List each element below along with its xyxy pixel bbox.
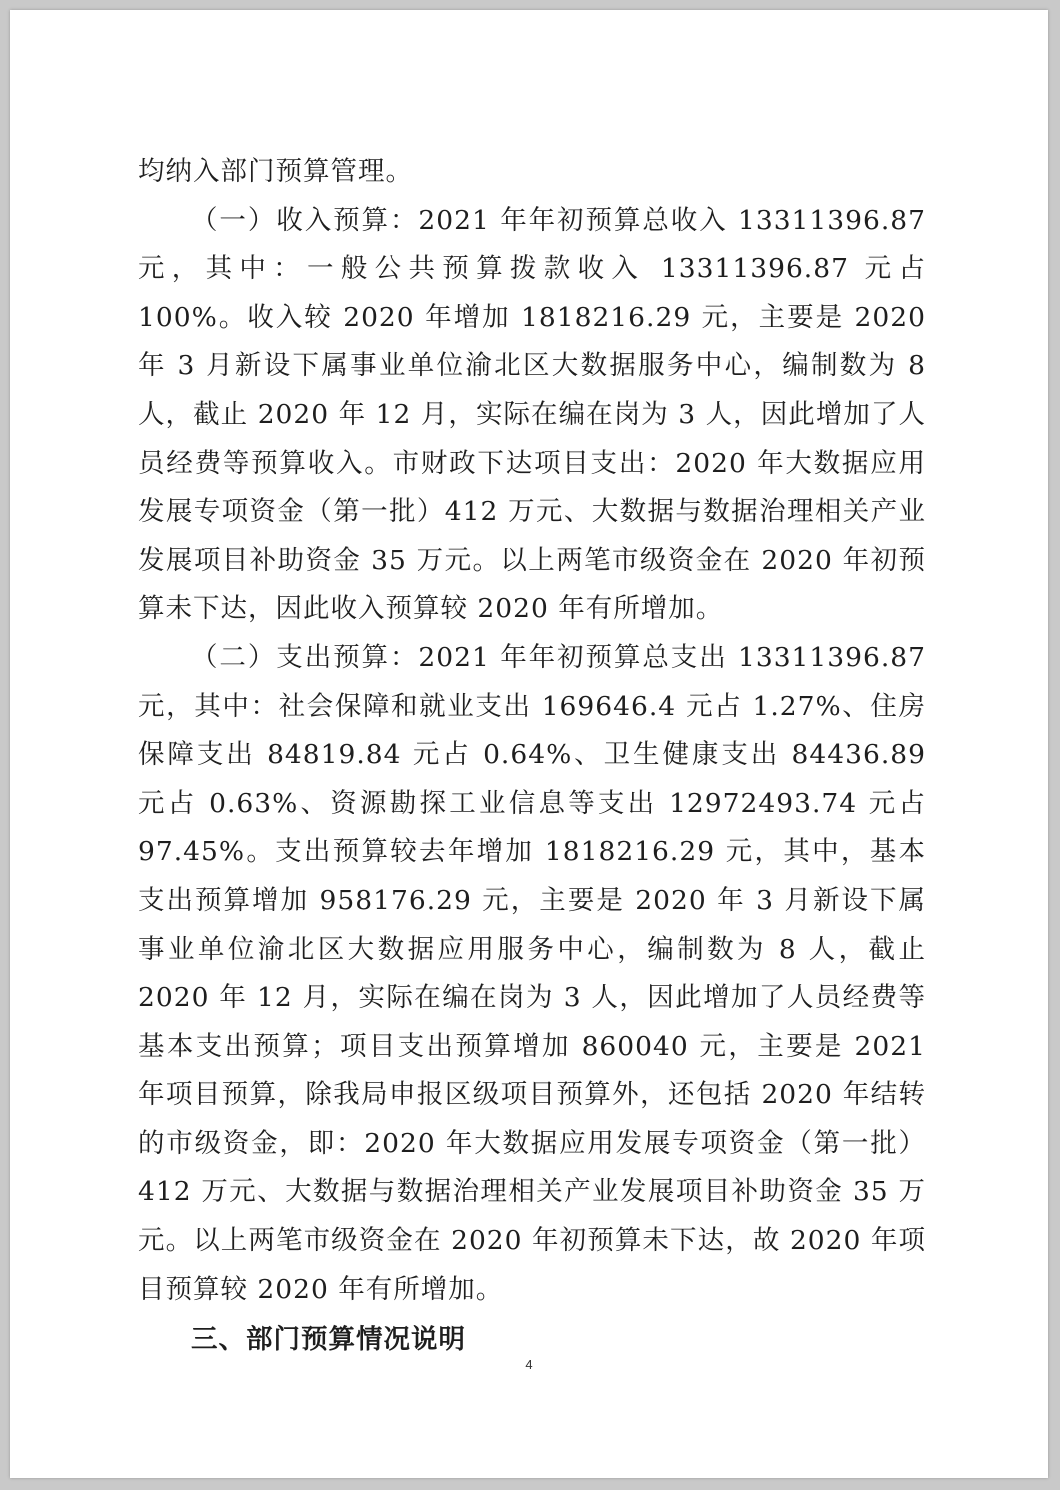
paragraph-expenditure-budget: （二）支出预算：2021 年年初预算总支出 13311396.87 元，其中：社会保障和就业支出 169646.4 元占 1.27%、住房保障支出 84819.84 元占 0.64%、卫生健康支出 84436.89 元占 0.63%、资源勘探工业信息等支出 12972493.74 元占 97.45%。支出预算较去年增加 1818216.29 元，其中，基本支出预算增加 958176.29 元，主要是 2020 年 3 月新设下属事业单位渝北区大数据应用服务中心，编制数为 8 人，截止 2020 年 12 月，实际在编在岗为 3 人，因此增加了人员经费等基本支出预算；项目支出预算增加 860040 元，主要是 2021 年项目预算，除我局申报区级项目预算外，还包括 2020 年结转的市级资金，即：2020 年大数据应用发展专项资金（第一批）412 万元、大数据与数据治理相关产业发展项目补助资金 35 万元。以上两笔市级资金在 2020 年初预算未下达，故 2020 年项目预算较 2020 年有所增加。 (138, 641, 926, 1305)
document-page (10, 10, 1048, 1478)
paragraph-continuation: 均纳入部门预算管理。 (138, 156, 413, 187)
document-body (138, 148, 926, 1365)
page-number: 4 (525, 1357, 533, 1372)
paragraph-income-budget: （一）收入预算：2021 年年初预算总收入 13311396.87 元，其中：一般公共预算拨款收入 13311396.87 元占 100%。收入较 2020 年增加 1818216.29 元，主要是 2020 年 3 月新设下属事业单位渝北区大数据服务中心，编制数为 8 人，截止 2020 年 12 月，实际在编在岗为 3 人，因此增加了人员经费等预算收入。市财政下达项目支出：2020 年大数据应用发展专项资金（第一批）412 万元、大数据与数据治理相关产业发展项目补助资金 35 万元。以上两笔市级资金在 2020 年初预算未下达，因此收入预算较 2020 年有所增加。 (138, 204, 926, 625)
section-heading: 三、部门预算情况说明 (191, 1324, 466, 1356)
